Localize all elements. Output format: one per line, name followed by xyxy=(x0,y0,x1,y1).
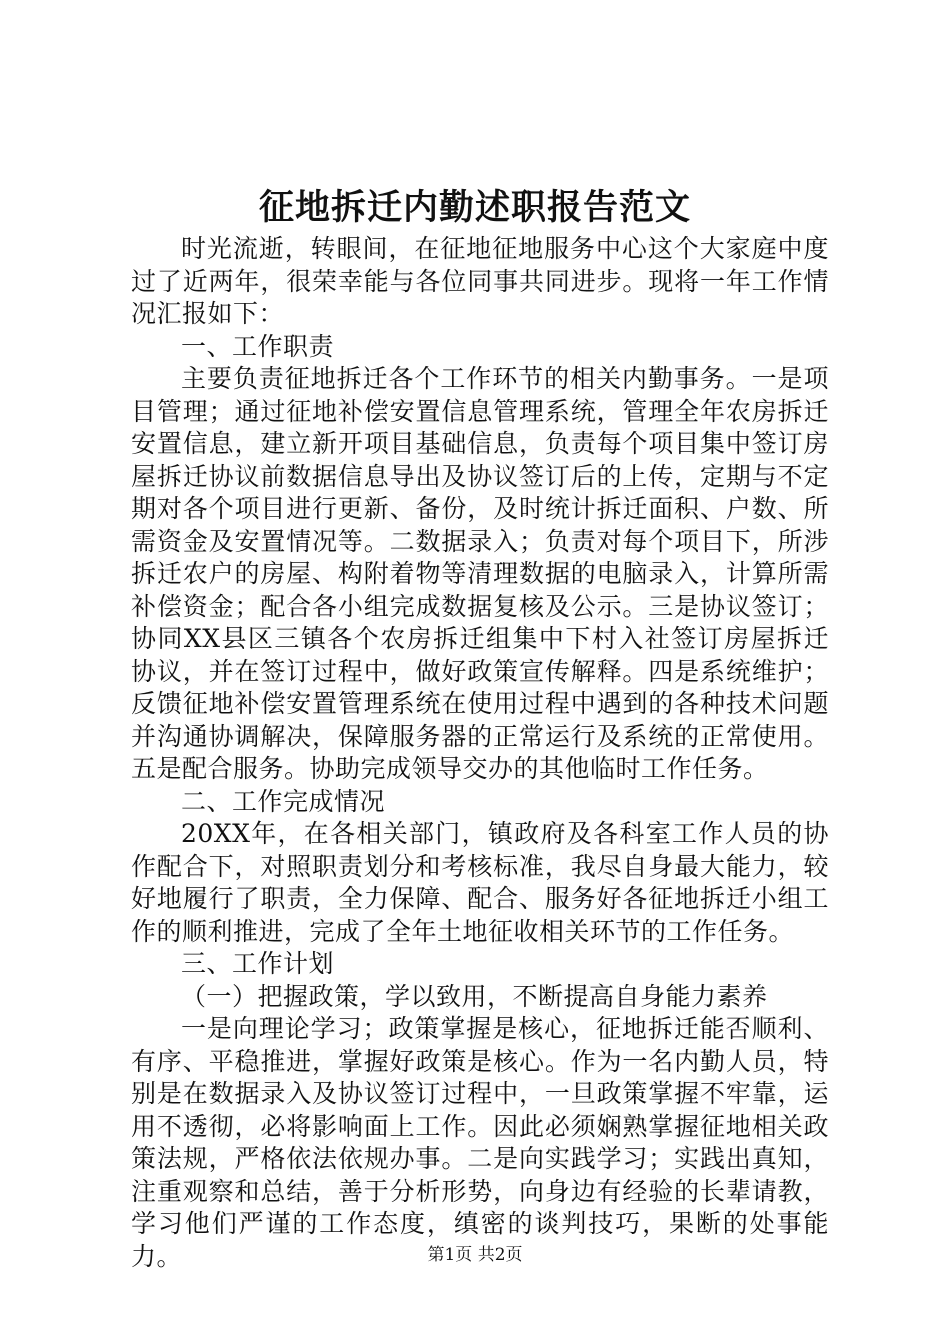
duties-paragraph: 主要负责征地拆迁各个工作环节的相关内勤事务。一是项目管理；通过征地补偿安置信息管理系统，管理全年农房拆迁安置信息，建立新开项目基础信息，负责每个项目集中签订房屋拆迁协议前数据信息导出及协议签订后的上传，定期与不定期对各个项目进行更新、备份，及时统计拆迁面积、户数、所需资金及安置情况等。二数据录入；负责对每个项目下，所涉拆迁农户的房屋、构附着物等清理数据的电脑录入，计算所需补偿资金；配合各小组完成数据复核及公示。三是协议签订；协同XX县区三镇各个农房拆迁组集中下村入社签订房屋拆迁协议，并在签订过程中，做好政策宣传解释。四是系统维护；反馈征地补偿安置管理系统在使用过程中遇到的各种技术问题并沟通协调解决，保障服务器的正常运行及系统的正常使用。五是配合服务。协助完成领导交办的其他临时工作任务。 xyxy=(131,364,829,783)
document-title: 征地拆迁内勤述职报告范文 xyxy=(258,187,691,228)
document-body xyxy=(131,233,829,1273)
completion-paragraph: 20XX年，在各相关部门，镇政府及各科室工作人员的协作配合下，对照职责划分和考核标准，我尽自身最大能力，较好地履行了职责，全力保障、配合、服务好各征地拆迁小组工作的顺利推进，完成了全年土地征收相关环节的工作任务。 xyxy=(131,819,829,946)
plan-paragraph: 一是向理论学习；政策掌握是核心，征地拆迁能否顺利、有序、平稳推进，掌握好政策是核心。作为一名内勤人员，特别是在数据录入及协议签订过程中，一旦政策掌握不牢靠，运用不透彻，必将影响面上工作。因此必须娴熟掌握征地相关政策法规，严格依法依规办事。二是向实践学习；实践出真知，注重观察和总结，善于分析形势，向身边有经验的长辈请教，学习他们严谨的工作态度，缜密的谈判技巧，果断的处事能力。 xyxy=(131,1014,829,1271)
page-number-footer: 第1页 共2页 xyxy=(427,1245,523,1265)
section-heading-completion: 二、工作完成情况 xyxy=(181,786,386,816)
subsection-heading-policy: （一）把握政策，学以致用，不断提高自身能力素养 xyxy=(181,981,768,1011)
section-heading-duties: 一、工作职责 xyxy=(181,331,335,361)
intro-paragraph: 时光流逝，转眼间，在征地征地服务中心这个大家庭中度过了近两年，很荣幸能与各位同事共同进步。现将一年工作情况汇报如下： xyxy=(131,234,829,328)
section-heading-plan: 三、工作计划 xyxy=(181,949,335,978)
